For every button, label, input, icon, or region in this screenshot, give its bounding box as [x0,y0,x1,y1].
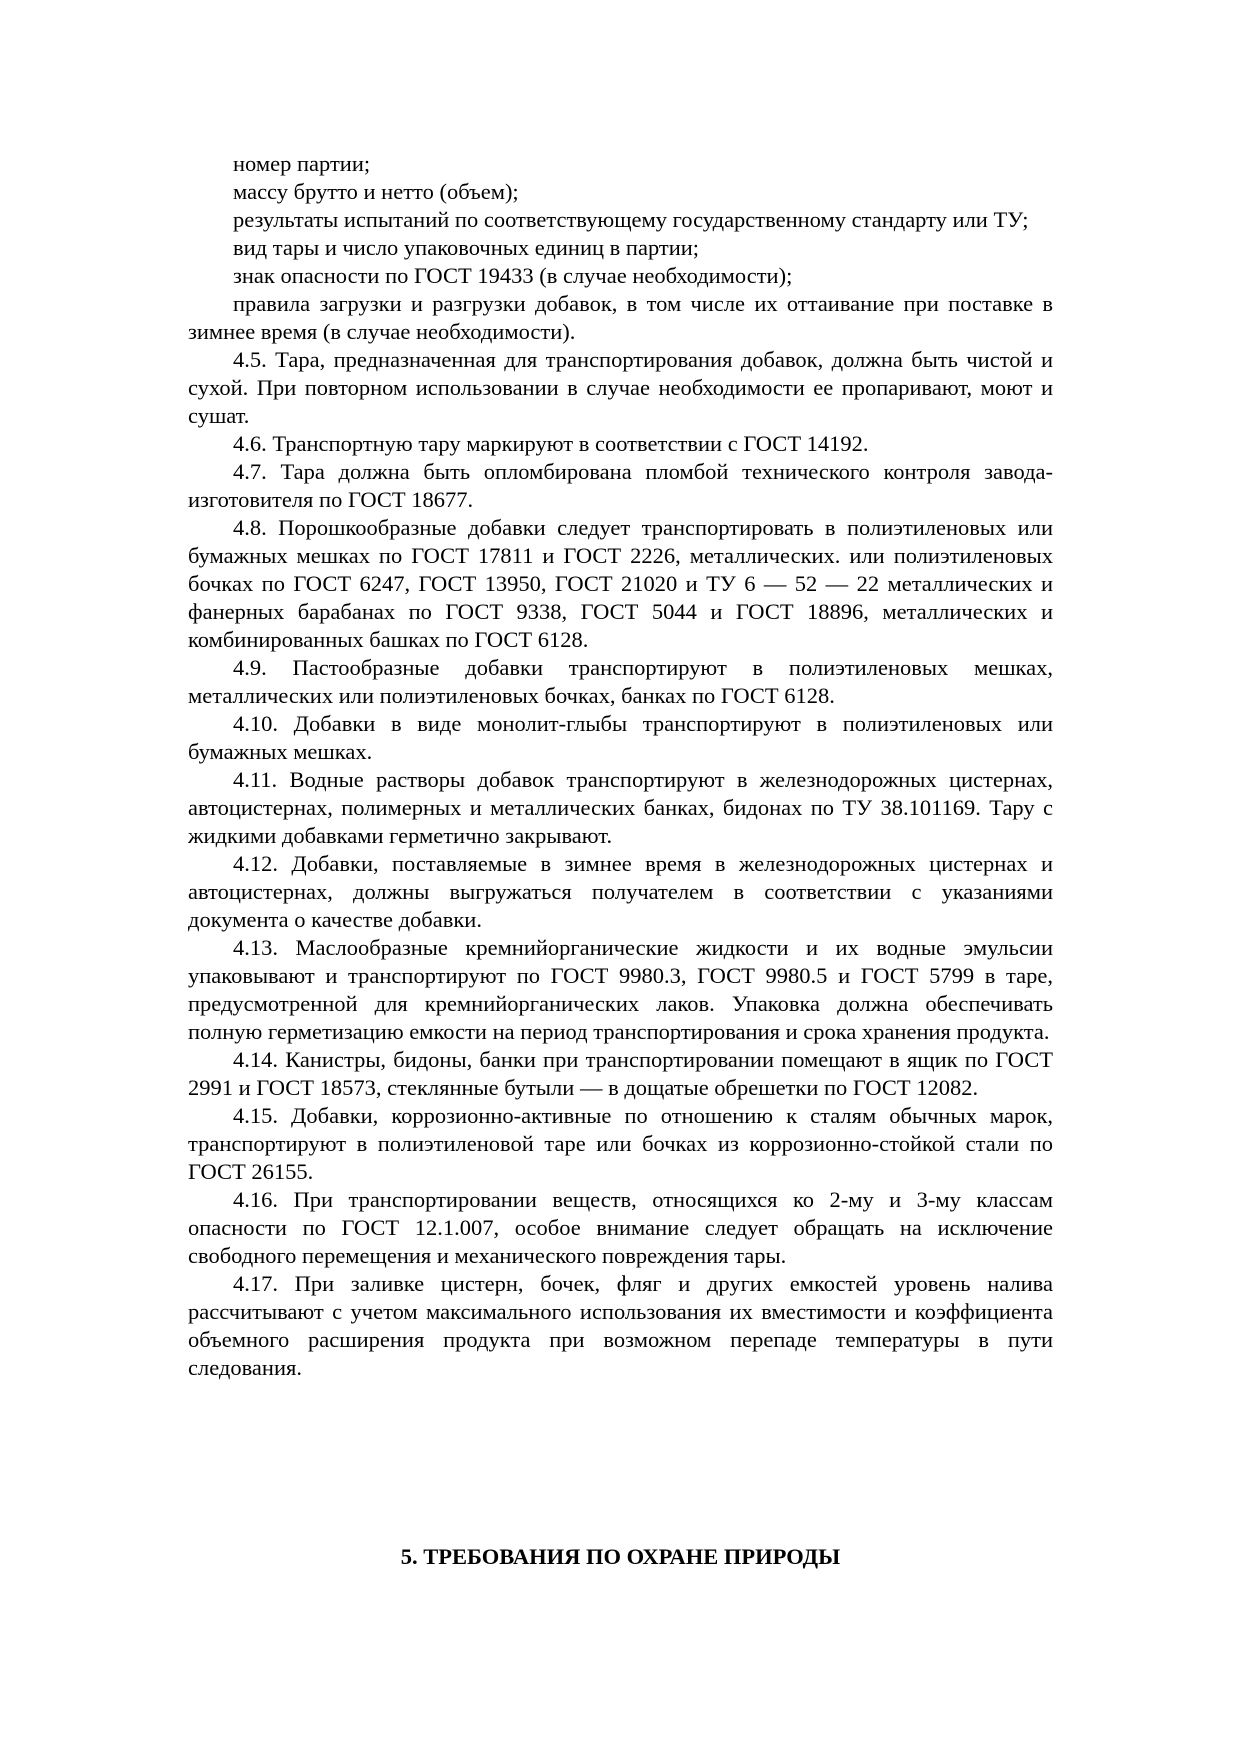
paragraph-4-9: 4.9. Пастообразные добавки транспортируют в полиэтиленовых мешках, металлических или полиэтиленовых бочках, банках по ГОСТ 6128. [188,655,1053,708]
paragraph-4-6: 4.6. Транспортную тару маркируют в соответствии с ГОСТ 14192. [233,431,869,456]
paragraph-4-14: 4.14. Канистры, бидоны, банки при транспортировании помещают в ящик по ГОСТ 2991 и ГОСТ 18573, стеклянные бутыли — в дощатые обрешетки по ГОСТ 12082. [188,1047,1053,1100]
paragraph-4-7: 4.7. Тара должна быть опломбирована пломбой технического контроля завода-изготовителя по ГОСТ 18677. [188,459,1053,512]
paragraph-gross-net-mass: массу брутто и нетто (объем); [233,179,519,204]
paragraph-hazard-sign: знак опасности по ГОСТ 19433 (в случае необходимости); [233,263,793,288]
paragraph-4-10: 4.10. Добавки в виде монолит-глыбы транспортируют в полиэтиленовых или бумажных мешках. [188,711,1053,764]
paragraph-4-15: 4.15. Добавки, коррозионно-активные по отношению к сталям обычных марок, транспортируют в полиэтиленовой таре или бочках из коррозионно-стойкой стали по ГОСТ 26155. [188,1103,1053,1184]
paragraph-4-16: 4.16. При транспортировании веществ, относящихся ко 2-му и 3-му классам опасности по ГОСТ 12.1.007, особое внимание следует обращать на исключение свободного перемещения и механического повреждения тары. [188,1187,1053,1268]
paragraph-4-5: 4.5. Тара, предназначенная для транспортирования добавок, должна быть чистой и сухой. При повторном использовании в случае необходимости ее пропаривают, моют и сушат. [188,347,1053,428]
paragraph-4-12: 4.12. Добавки, поставляемые в зимнее время в железнодорожных цистернах и автоцистернах, должны выгружаться получателем в соответствии с указаниями документа о качестве добавки. [188,851,1053,932]
document-body [188,150,1053,1382]
paragraph-4-8: 4.8. Порошкообразные добавки следует транспортировать в полиэтиленовых или бумажных мешках по ГОСТ 17811 и ГОСТ 2226, металлических. или полиэтиленовых бочках по ГОСТ 6247, ГОСТ 13950, ГОСТ 21020 и ТУ 6 — 52 — 22 металлических и фанерных барабанах по ГОСТ 9338, ГОСТ 5044 и ГОСТ 18896, металлических и комбинированных башках по ГОСТ 6128. [188,515,1053,652]
paragraph-loading-rules: правила загрузки и разгрузки добавок, в том числе их оттаивание при поставке в зимнее время (в случае необходимости). [188,291,1053,344]
paragraph-container-type: вид тары и число упаковочных единиц в партии; [233,235,700,260]
paragraph-batch-number: номер партии; [233,151,371,176]
paragraph-4-17: 4.17. При заливке цистерн, бочек, фляг и других емкостей уровень налива рассчитывают с учетом максимального использования их вместимости и коэффициента объемного расширения продукта при возможном перепаде температуры в пути следования. [188,1271,1053,1380]
section-heading: 5. ТРЕБОВАНИЯ ПО ОХРАНЕ ПРИРОДЫ [400,1544,841,1569]
paragraph-4-11: 4.11. Водные растворы добавок транспортируют в железнодорожных цистернах, автоцистернах, полимерных и металлических банках, бидонах по ТУ 38.101169. Тару с жидкими добавками герметично закрывают. [188,767,1053,848]
paragraph-test-results: результаты испытаний по соответствующему государственному стандарту или ТУ; [233,207,1029,232]
paragraph-4-13: 4.13. Маслообразные кремнийорганические жидкости и их водные эмульсии упаковывают и транспортируют по ГОСТ 9980.3, ГОСТ 9980.5 и ГОСТ 5799 в таре, предусмотренной для кремнийорганических лаков. Упаковка должна обеспечивать полную герметизацию емкости на период транспортирования и срока хранения продукта. [188,935,1053,1044]
